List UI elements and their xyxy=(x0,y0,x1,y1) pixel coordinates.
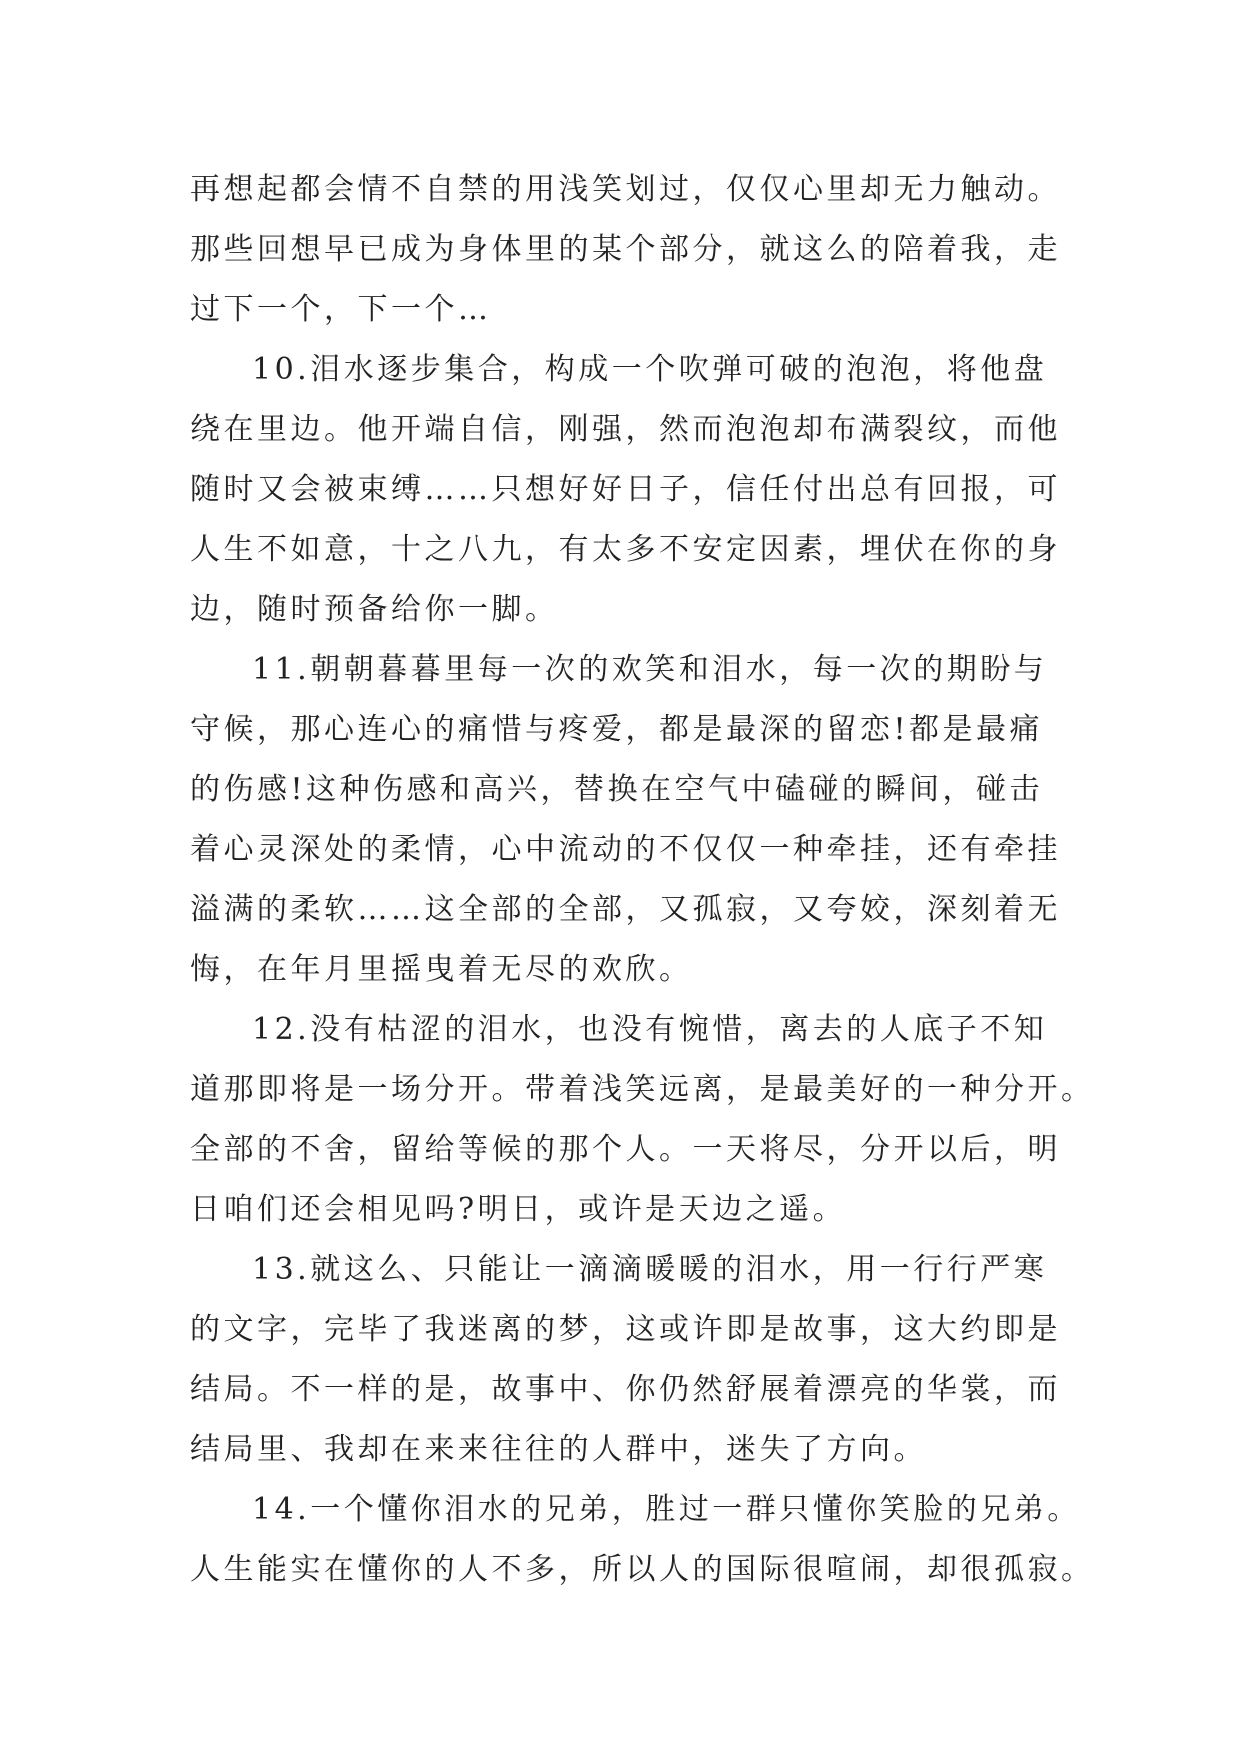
text-line: 着心灵深处的柔情，心中流动的不仅仅一种牵挂，还有牵挂 xyxy=(190,832,1061,867)
text-line: 溢满的柔软……这全部的全部，又孤寂，又夸姣，深刻着无 xyxy=(190,892,1061,927)
text-line: 结局。不一样的是，故事中、你仍然舒展着漂亮的华裳，而 xyxy=(190,1372,1061,1407)
paragraph-12-start: 12.没有枯涩的泪水，也没有惋惜，离去的人底子不知 xyxy=(252,1012,1048,1047)
text-line: 日咱们还会相见吗?明日，或许是天边之遥。 xyxy=(190,1192,847,1227)
text-line: 绕在里边。他开端自信，刚强，然而泡泡却布满裂纹，而他 xyxy=(190,412,1061,447)
text-line: 再想起都会情不自禁的用浅笑划过，仅仅心里却无力触动。 xyxy=(190,172,1061,207)
text-line: 的伤感!这种伤感和高兴，替换在空气中磕碰的瞬间，碰击 xyxy=(190,772,1044,807)
text-line: 过下一个，下一个… xyxy=(190,292,492,327)
text-line: 结局里、我却在来来往往的人群中，迷失了方向。 xyxy=(190,1432,927,1467)
text-line: 道那即将是一场分开。带着浅笑远离，是最美好的一种分开。 xyxy=(190,1072,1095,1107)
body-text xyxy=(190,160,1095,1600)
paragraph-10-start: 10.泪水逐步集合，构成一个吹弹可破的泡泡，将他盘 xyxy=(252,352,1048,387)
text-line: 随时又会被束缚……只想好好日子，信任付出总有回报，可 xyxy=(190,472,1061,507)
text-line: 守候，那心连心的痛惜与疼爱，都是最深的留恋!都是最痛 xyxy=(190,712,1044,747)
text-line: 的文字，完毕了我迷离的梦，这或许即是故事，这大约即是 xyxy=(190,1312,1061,1347)
text-line: 边，随时预备给你一脚。 xyxy=(190,592,559,627)
text-line: 悔，在年月里摇曳着无尽的欢欣。 xyxy=(190,952,693,987)
text-line: 那些回想早已成为身体里的某个部分，就这么的陪着我，走 xyxy=(190,232,1061,267)
paragraph-13-start: 13.就这么、只能让一滴滴暖暖的泪水，用一行行严寒 xyxy=(252,1252,1048,1287)
paragraph-11-start: 11.朝朝暮暮里每一次的欢笑和泪水，每一次的期盼与 xyxy=(252,652,1048,687)
text-line: 人生能实在懂你的人不多，所以人的国际很喧闹，却很孤寂。 xyxy=(190,1552,1095,1587)
paragraph-14-start: 14.一个懂你泪水的兄弟，胜过一群只懂你笑脸的兄弟。 xyxy=(252,1492,1081,1527)
text-line: 全部的不舍，留给等候的那个人。一天将尽，分开以后，明 xyxy=(190,1132,1061,1167)
text-line: 人生不如意，十之八九，有太多不安定因素，埋伏在你的身 xyxy=(190,532,1061,567)
